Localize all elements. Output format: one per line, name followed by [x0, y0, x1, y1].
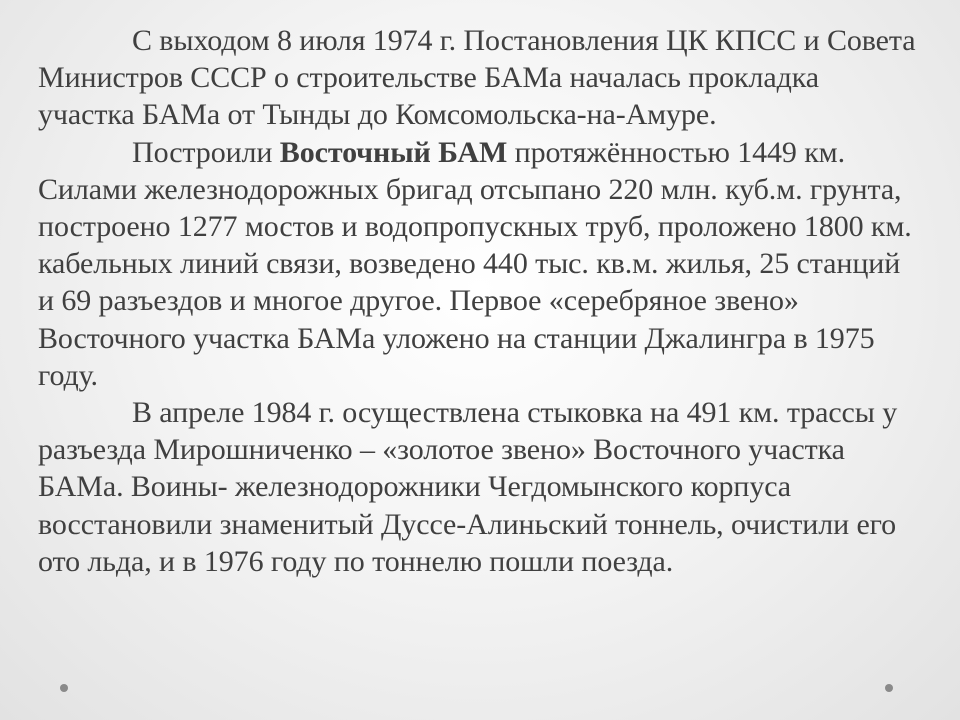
decorative-dot-left — [60, 684, 68, 692]
paragraph-eastern-bam-lead: Построили — [132, 135, 280, 169]
paragraph-bam-start: С выходом 8 июля 1974 г. Постановления ЦК КПСС и Совета Министров СССР о строительстве БАМа началась прокладка участка БАМа от Тынды до Комсомольска-на-Амуре. — [38, 24, 916, 132]
eastern-bam-bold: Восточный БАМ — [279, 135, 508, 169]
paragraph-eastern-bam — [38, 134, 918, 394]
decorative-dot-right — [885, 684, 893, 692]
text-body — [38, 22, 918, 580]
paragraph-eastern-bam-rest: протяжённостью 1449 км. Силами железнодорожных бригад отсыпано 220 млн. куб.м. грунта, построено 1277 мостов и водопропускных труб, проложено 1800 км. кабельных линий связи, возведено 440 тыс. кв.м. жилья, 25 станций и 69 разъездов и многое другое. Первое «серебряное звено» Восточного участка БАМа уложено на станции Джалингра в 1975 году. — [38, 135, 912, 392]
paragraph-golden-link: В апреле 1984 г. осуществлена стыковка на 491 км. трассы у разъезда Мирошниченко – «золотое звено» Восточного участка БАМа. Воины- железнодорожники Чегдомынского корпуса восстановили знаменитый Дуссе-Алиньский тоннель, очистили его ото льда, и в 1976 году по тоннелю пошли поезда. — [38, 396, 898, 578]
